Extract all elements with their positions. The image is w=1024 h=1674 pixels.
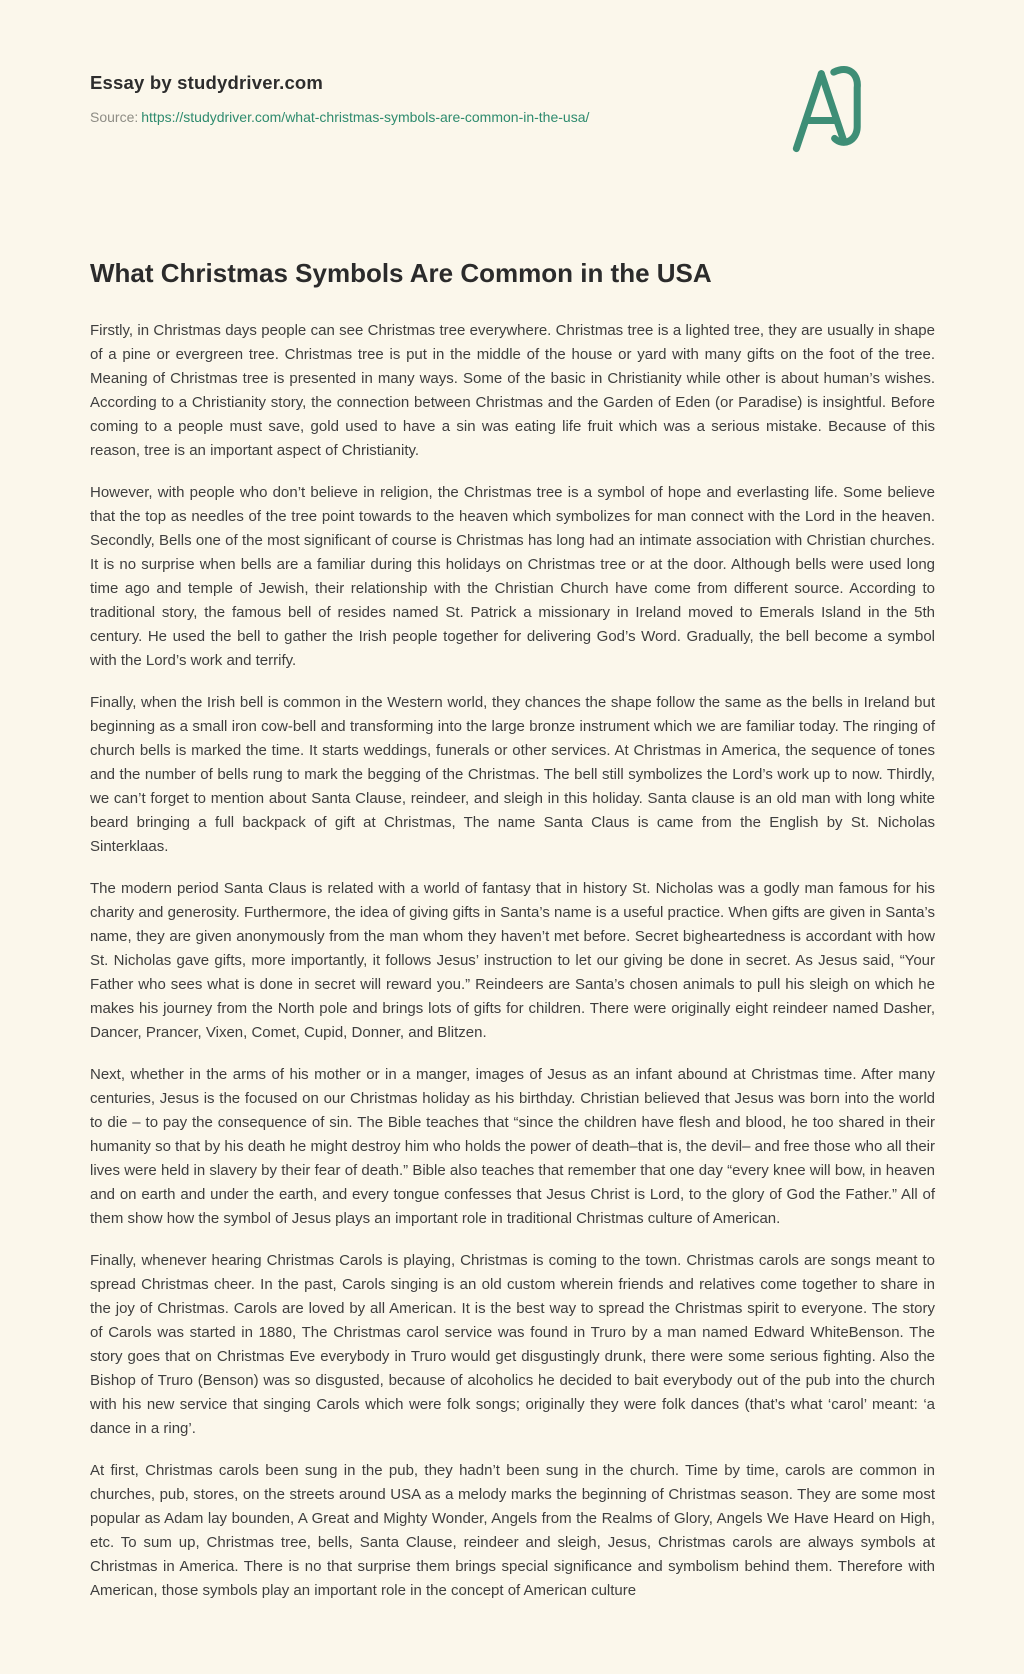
source-label: Source:: [90, 109, 139, 125]
paragraph-6: Finally, whenever hearing Christmas Carols is playing, Christmas is coming to the town. Christmas carols are songs meant to spread Christmas cheer. In the past, Carols singing is an old custom wherein friends and relatives come together to share in the joy of Christmas. Carols are loved by all American. It is the best way to spread the Christmas spirit to everyone. The story of Carols was started in 1880, The Christmas carol service was found in Truro by a man named Edward WhiteBenson. The story goes that on Christmas Eve everybody in Truro would get disgustingly drunk, there were some serious fighting. Also the Bishop of Truro (Benson) was so disgusted, because of alcoholics he decided to bait everybody out of the pub into the church with his new service that singing Carols which were folk songs; originally they were folk dances (that’s what ‘carol’ meant: ‘a dance in a ring’.: [90, 1252, 935, 1437]
paragraph-1: Firstly, in Christmas days people can see Christmas tree everywhere. Christmas tree is a lighted tree, they are usually in shape of a pine or evergreen tree. Christmas tree is put in the middle of the house or yard with many gifts on the foot of the tree. Meaning of Christmas tree is presented in many ways. Some of the basic in Christianity while other is about human’s wishes. According to a Christianity story, the connection between Christmas and the Garden of Eden (or Paradise) is insightful. Before coming to a people must save, gold used to have a sin was eating life fruit which was a serious mistake. Because of this reason, tree is an important aspect of Christianity.: [90, 322, 935, 459]
article-title: What Christmas Symbols Are Common in the USA: [90, 258, 712, 288]
studydriver-logo-icon: [787, 58, 865, 158]
paragraph-5: Next, whether in the arms of his mother or in a manger, images of Jesus as an infant abound at Christmas time. After many centuries, Jesus is the focused on our Christmas holiday as his birthday. Christian believed that Jesus was born into the world to die – to pay the consequence of sin. The Bible teaches that “since the children have flesh and blood, he too shared in their humanity so that by his death he might destroy him who holds the power of death–that is, the devil– and free those who all their lives were held in slavery by their fear of death.” Bible also teaches that remember that one day “every knee will bow, in heaven and on earth and under the earth, and every tongue confesses that Jesus Christ is Lord, to the glory of God the Father.” All of them show how the symbol of Jesus plays an important role in traditional Christmas culture of American.: [90, 1066, 935, 1227]
page-header: [90, 58, 935, 158]
paragraph-2: However, with people who don’t believe in religion, the Christmas tree is a symbol of hope and everlasting life. Some believe that the top as needles of the tree point towards to the heaven which symbolizes for man connect with the Lord in the heaven. Secondly, Bells one of the most significant of course is Christmas has long had an intimate association with Christian churches. It is no surprise when bells are a familiar during this holidays on Christmas tree or at the door. Although bells were used long time ago and temple of Jewish, their relationship with the Christian Church have come from different source. According to traditional story, the famous bell of resides named St. Patrick a missionary in Ireland moved to Emerals Island in the 5th century. He used the bell to gather the Irish people together for delivering God’s Word. Gradually, the bell become a symbol with the Lord’s work and terrify.: [90, 484, 935, 669]
header-text-block: [90, 58, 589, 125]
paragraph-3: Finally, when the Irish bell is common in the Western world, they chances the shape follow the same as the bells in Ireland but beginning as a small iron cow-bell and transforming into the large bronze instrument which we are familiar today. The ringing of church bells is marked the time. It starts weddings, funerals or other services. At Christmas in America, the sequence of tones and the number of bells rung to mark the begging of the Christmas. The bell still symbolizes the Lord’s work up to now. Thirdly, we can’t forget to mention about Santa Clause, reindeer, and sleigh in this holiday. Santa clause is an old man with long white beard bringing a full backpack of gift at Christmas, The name Santa Claus is came from the English by St. Nicholas Sinterklaas.: [90, 694, 935, 855]
byline: Essay by studydriver.com: [90, 72, 324, 93]
source-link[interactable]: https://studydriver.com/what-christmas-symbols-are-common-in-the-usa/: [141, 109, 590, 125]
source-line: [90, 109, 589, 125]
paragraph-4: The modern period Santa Claus is related with a world of fantasy that in history St. Nicholas was a godly man famous for his charity and generosity. Furthermore, the idea of giving gifts in Santa’s name is a useful practice. When gifts are given in Santa’s name, they are given anonymously from the man whom they haven’t met before. Secret bigheartedness is accordant with how St. Nicholas gave gifts, more importantly, it follows Jesus’ instruction to let our giving be done in secret. As Jesus said, “Your Father who sees what is done in secret will reward you.” Reindeers are Santa’s chosen animals to pull his sleigh on which he makes his journey from the North pole and brings lots of gifts for children. There were originally eight reindeer named Dasher, Dancer, Prancer, Vixen, Comet, Cupid, Donner, and Blitzen.: [90, 880, 935, 1041]
paragraph-7: At first, Christmas carols been sung in the pub, they hadn’t been sung in the church. Time by time, carols are common in churches, pub, stores, on the streets around USA as a melody marks the beginning of Christmas season. They are some most popular as Adam lay bounden, A Great and Mighty Wonder, Angels from the Realms of Glory, Angels We Have Heard on High, etc. To sum up, Christmas tree, bells, Santa Clause, reindeer and sleigh, Jesus, Christmas carols are always symbols at Christmas in America. There is no that surprise them brings special significance and symbolism behind them. Therefore with American, those symbols play an important role in the concept of American culture: [90, 1462, 935, 1599]
